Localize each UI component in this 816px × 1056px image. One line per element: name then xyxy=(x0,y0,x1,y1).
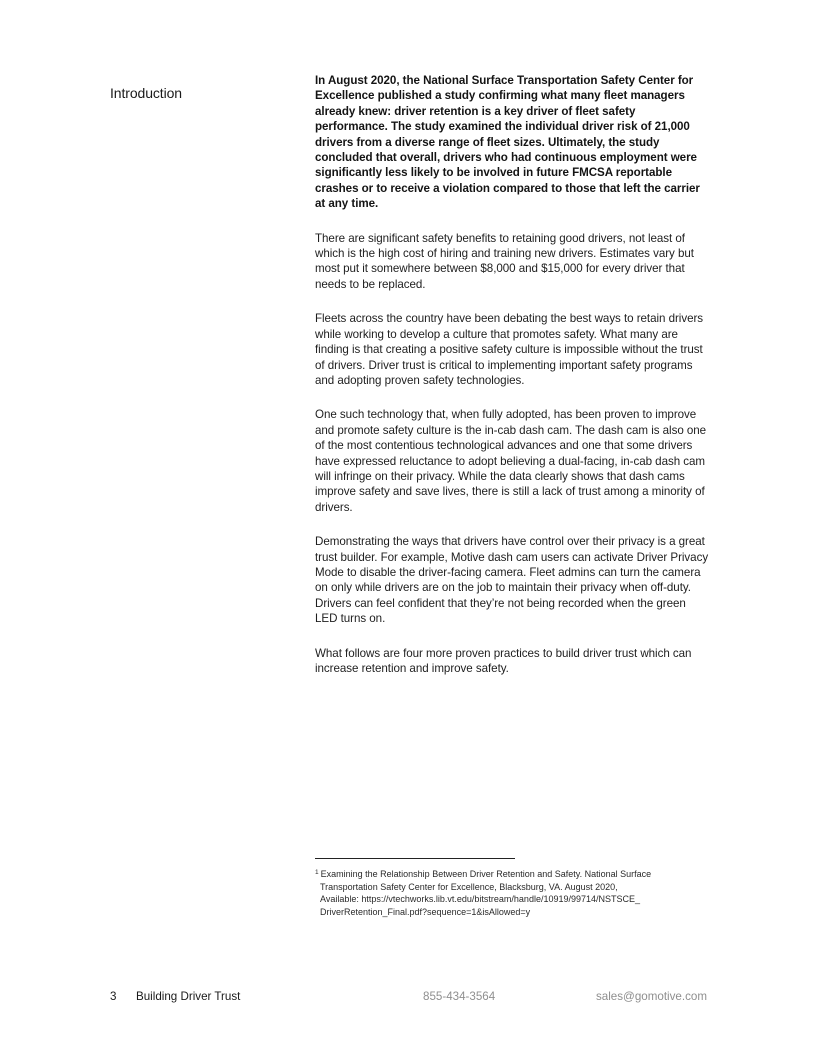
section-heading: Introduction xyxy=(110,84,182,101)
body-paragraph-5: What follows are four more proven practices to build driver trust which can increase retention and improve safety. xyxy=(315,646,692,675)
footnote-divider xyxy=(315,858,515,859)
page-footer xyxy=(0,989,816,1005)
body-paragraph-2: Fleets across the country have been debating the best ways to retain drivers while working to develop a culture that promotes safety. What many are finding is that creating a positive safety culture is impossible without the trust of drivers. Driver trust is critical to implementing important safety programs and adopting proven safety technologies. xyxy=(315,312,704,387)
page-number: 3 xyxy=(110,990,117,1003)
body-paragraph-4: Demonstrating the ways that drivers have control over their privacy is a great trust builder. For example, Motive dash cam users can activate Driver Privacy Mode to disable the driver-facing camera. Fleet admins can turn the camera on only while drivers are on the job to maintain their privacy when off-duty. Drivers can feel confident that they’re not being recorded when the green LED turns on. xyxy=(315,535,709,626)
body-paragraph-3: One such technology that, when fully adopted, has been proven to improve and promote safety culture is the in-cab dash cam. The dash cam is also one of the most contentious technological advances and one that some drivers have expressed reluctance to adopt believing a dual-facing, in-cab dash cam will infringe on their privacy. While the data clearly shows that dash cams improve safety and save lives, there is still a lack of trust among a minority of drivers. xyxy=(315,408,707,514)
footnote-line-4: DriverRetention_Final.pdf?sequence=1&isAllowed=y xyxy=(320,906,531,917)
footnote-text: Examining the Relationship Between Driver Retention and Safety. National Surface xyxy=(320,869,652,879)
lead-paragraph: In August 2020, the National Surface Transportation Safety Center for Excellence published a study confirming what many fleet managers already knew: driver retention is a key driver of fleet safety performance. The study examined the individual driver risk of 21,000 drivers from a diverse range of fleet sizes. Ultimately, the study concluded that overall, drivers who had continuous employment were significantly less likely to be involved in future FMCSA reportable crashes or to receive a violation compared to those that left the carrier at any time. xyxy=(315,74,700,211)
document-title: Building Driver Trust xyxy=(136,990,241,1003)
body-paragraph-1: There are significant safety benefits to retaining good drivers, not least of which is the high cost of hiring and training new drivers. Estimates vary but most put it somewhere between $8,000 and $15,000 for every driver that needs to be replaced. xyxy=(315,231,694,291)
footnote xyxy=(315,868,715,918)
contact-phone: 855-434-3564 xyxy=(423,990,496,1003)
footnote-marker: 1 xyxy=(315,869,319,876)
footnote-line-3: Available: https://vtechworks.lib.vt.edu/bitstream/handle/10919/99714/NSTSCE_ xyxy=(320,894,641,905)
main-content xyxy=(315,73,711,695)
footnote-line-1 xyxy=(315,868,715,881)
contact-email: sales@gomotive.com xyxy=(595,990,707,1003)
footnote-line-2: Transportation Safety Center for Excellence, Blacksburg, VA. August 2020, xyxy=(320,881,618,892)
